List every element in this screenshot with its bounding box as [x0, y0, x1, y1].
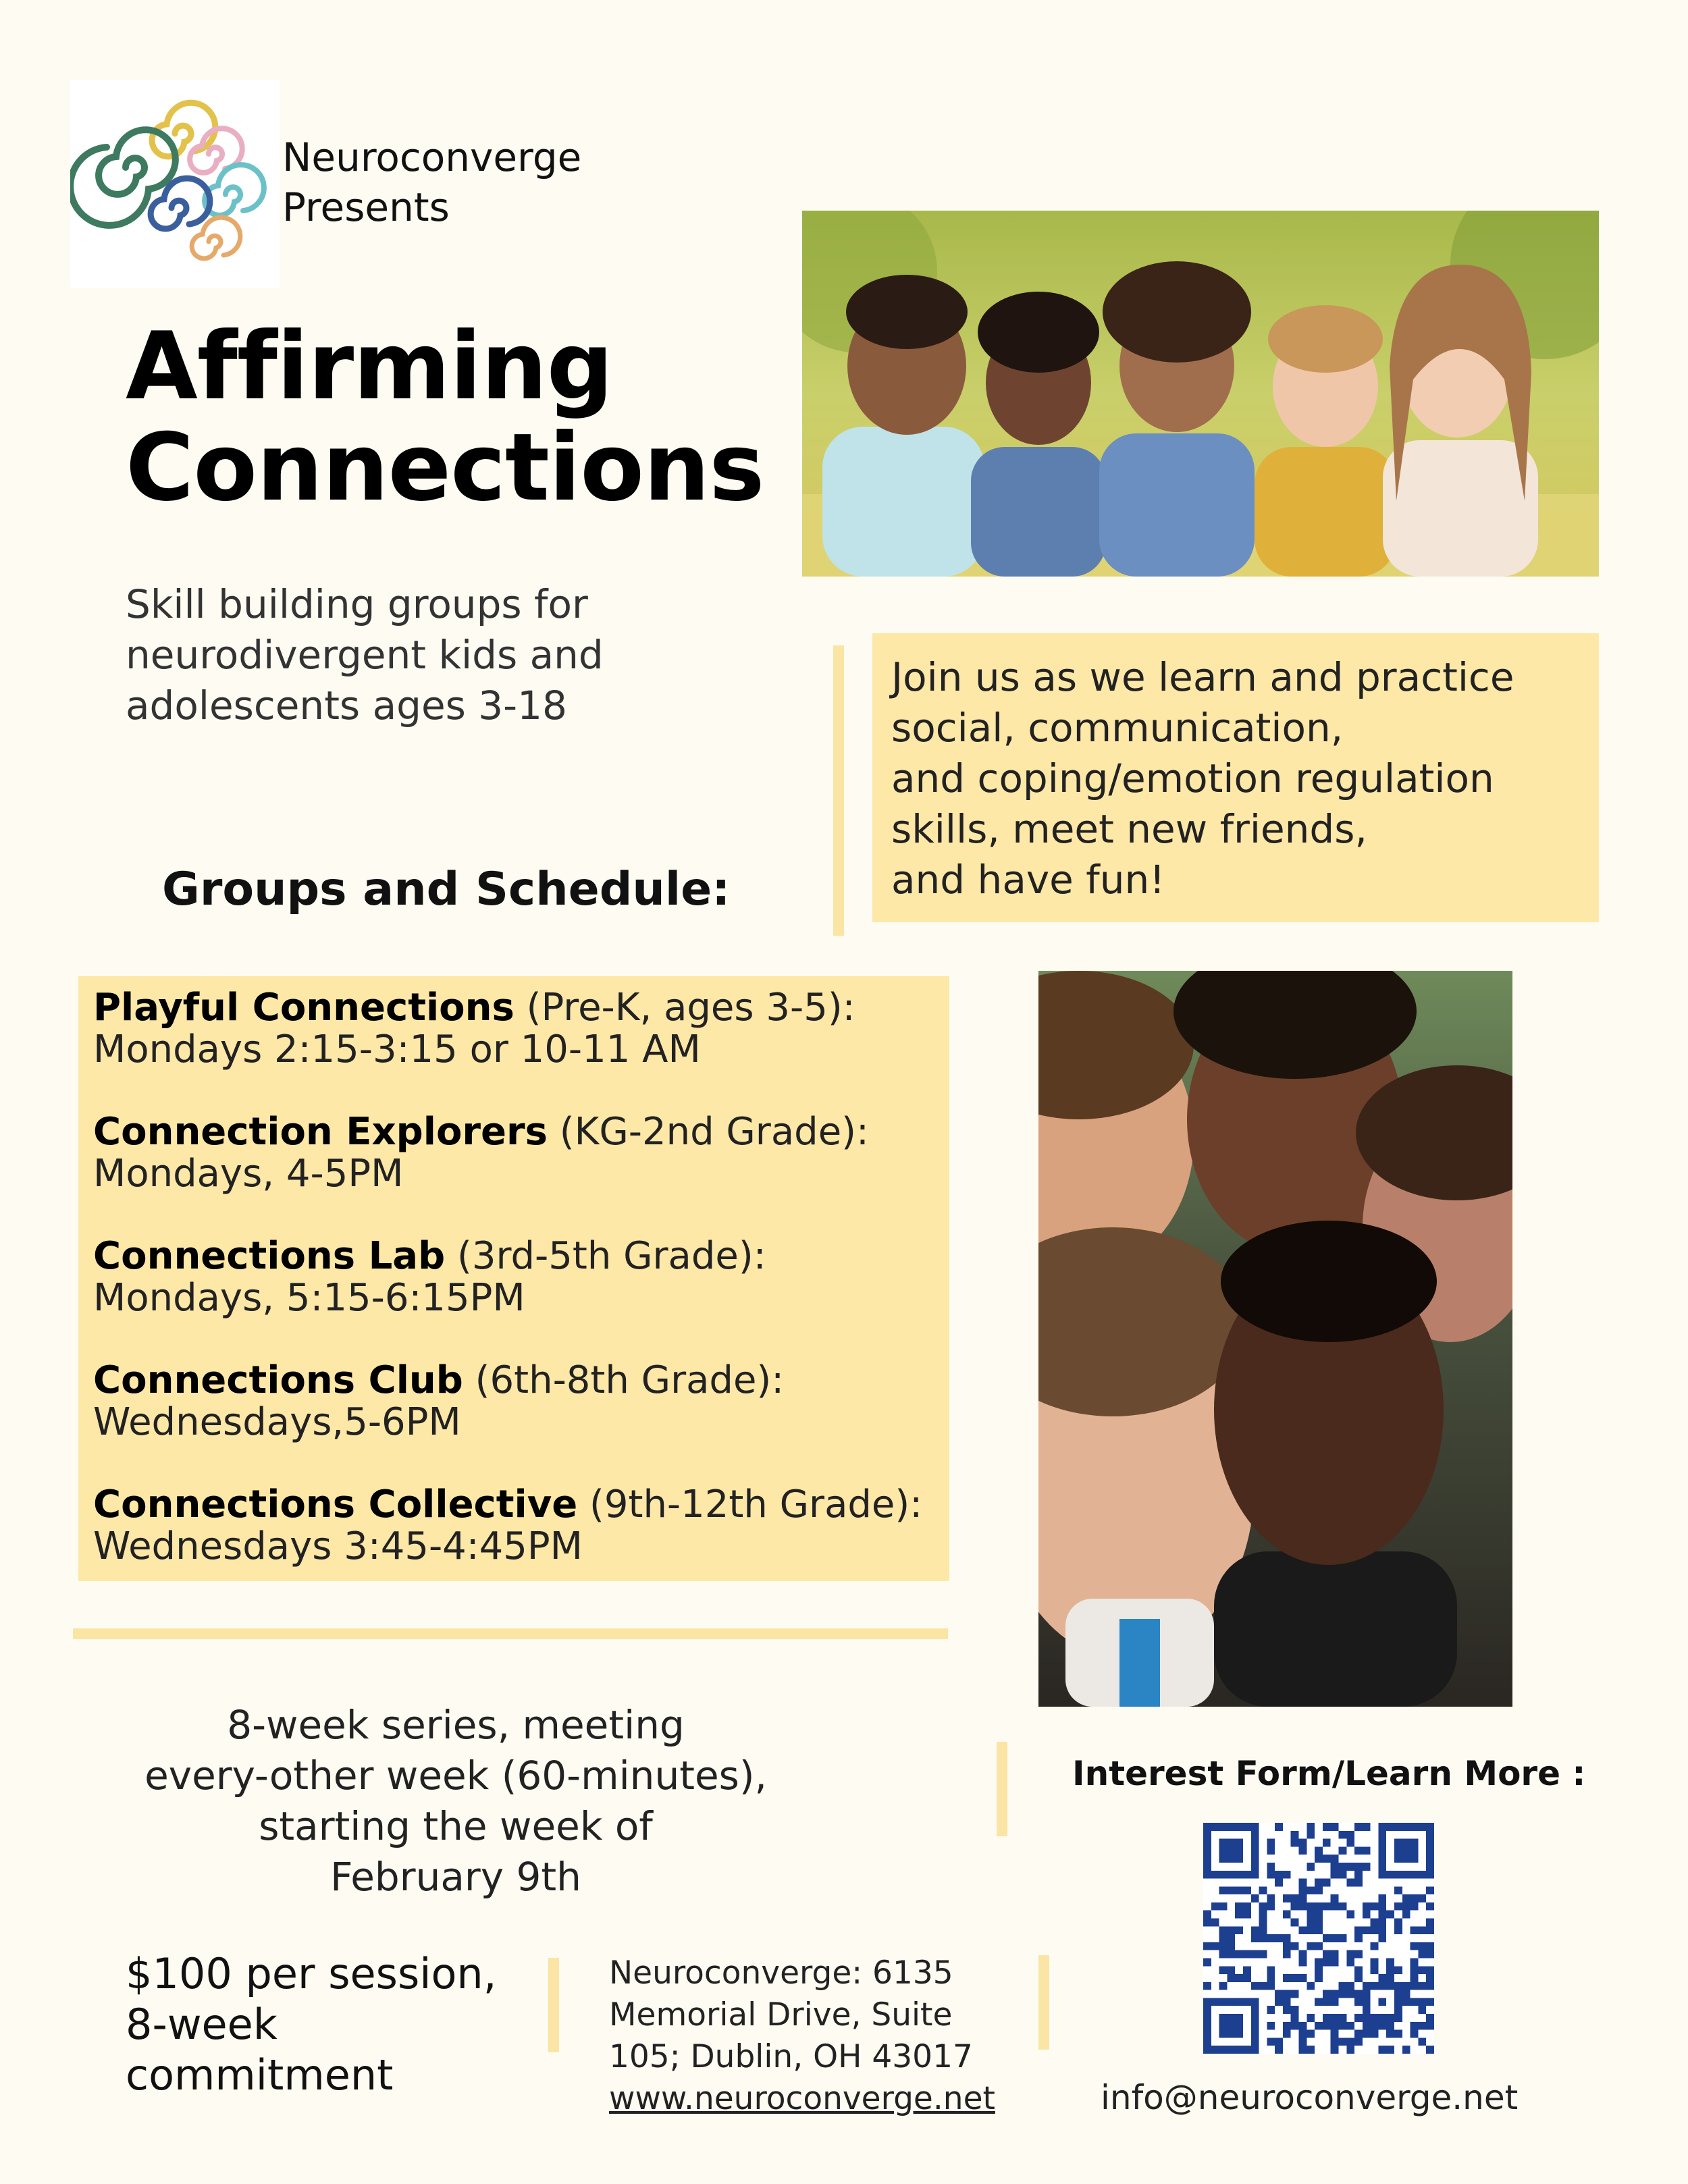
group-name: Connection Explorers — [93, 1110, 548, 1154]
price-line: commitment — [126, 2050, 394, 2100]
join-line: skills, meet new friends, — [891, 806, 1367, 852]
group-name: Connections Collective — [93, 1483, 578, 1526]
group-time: Wednesdays,5-6PM — [93, 1400, 461, 1444]
address-line: Memorial Drive, Suite — [609, 1996, 953, 2033]
schedule-item — [93, 1235, 934, 1319]
logo — [70, 80, 280, 288]
website-link[interactable]: www.neuroconverge.net — [609, 2080, 995, 2117]
series-line: starting the week of — [259, 1803, 653, 1849]
divider-bar — [997, 1742, 1007, 1836]
adolescents-group-photo — [1038, 971, 1512, 1707]
brand-presents: Presents — [282, 184, 450, 230]
divider-bar — [833, 645, 844, 936]
group-time: Mondays, 4-5PM — [93, 1152, 404, 1196]
group-level: (KG-2nd Grade): — [547, 1110, 869, 1154]
groups-heading: Groups and Schedule: — [162, 863, 731, 916]
address-line: Neuroconverge: 6135 — [609, 1954, 953, 1992]
price-line: $100 per session, — [126, 1949, 497, 1998]
schedule-item — [93, 987, 934, 1071]
price-line: 8-week — [126, 2000, 278, 2049]
group-level: (Pre-K, ages 3-5): — [514, 986, 855, 1030]
series-line: 8-week series, meeting — [227, 1702, 685, 1748]
group-level: (9th-12th Grade): — [577, 1483, 923, 1526]
subtitle-line: Skill building groups for — [126, 581, 588, 627]
interest-form-label: Interest Form/Learn More : — [1072, 1754, 1586, 1793]
title-line-1: Affirming — [126, 312, 613, 421]
join-line: Join us as we learn and practice — [891, 654, 1514, 700]
page-title — [126, 312, 801, 522]
schedule-box — [78, 976, 949, 1581]
join-box — [872, 633, 1599, 922]
group-time: Mondays, 5:15-6:15PM — [93, 1276, 525, 1320]
series-line: February 9th — [330, 1854, 581, 1900]
address-line: 105; Dublin, OH 43017 — [609, 2038, 973, 2075]
brand-name: Neuroconverge — [282, 134, 582, 180]
subtitle — [126, 579, 733, 731]
group-level: (6th-8th Grade): — [463, 1358, 785, 1402]
address-block — [609, 1952, 1068, 2120]
series-info — [81, 1700, 830, 1902]
price-info — [126, 1948, 544, 2100]
qr-code-icon — [1203, 1823, 1434, 2054]
divider-bar — [73, 1628, 948, 1639]
group-level: (3rd-5th Grade): — [445, 1234, 766, 1278]
title-line-2: Connections — [126, 413, 764, 522]
join-line: and coping/emotion regulation — [891, 755, 1494, 801]
subtitle-line: adolescents ages 3-18 — [126, 683, 567, 728]
schedule-item — [93, 1111, 934, 1195]
group-name: Playful Connections — [93, 986, 515, 1030]
schedule-item — [93, 1360, 934, 1443]
schedule-item — [93, 1484, 934, 1568]
group-name: Connections Lab — [93, 1234, 446, 1278]
email-address[interactable]: info@neuroconverge.net — [1101, 2078, 1519, 2117]
divider-bar — [1038, 1955, 1049, 2050]
subtitle-line: neurodivergent kids and — [126, 632, 604, 678]
group-name: Connections Club — [93, 1358, 463, 1402]
children-group-photo — [802, 211, 1599, 577]
series-line: every-other week (60-minutes), — [144, 1753, 767, 1799]
join-line: and have fun! — [891, 857, 1165, 903]
divider-bar — [548, 1958, 559, 2052]
group-time: Wednesdays 3:45-4:45PM — [93, 1524, 583, 1568]
group-time: Mondays 2:15-3:15 or 10-11 AM — [93, 1028, 701, 1071]
qr-code[interactable] — [1203, 1823, 1434, 2054]
swirl-logo-icon — [70, 80, 280, 288]
join-line: social, communication, — [891, 705, 1344, 751]
